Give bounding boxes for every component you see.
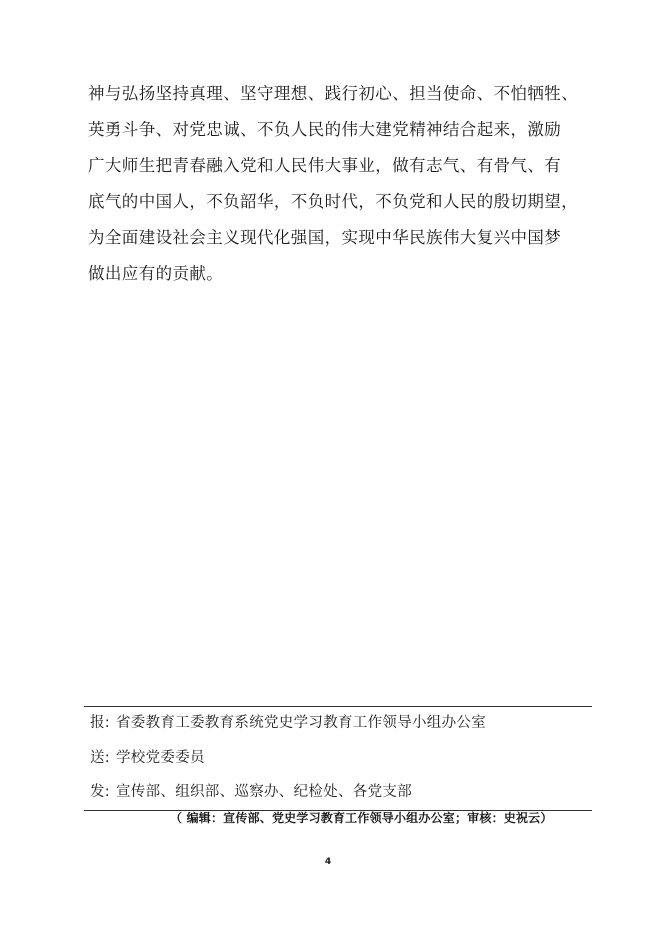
body-line-4: 底气的中国人，不负韶华，不负时代，不负党和人民的殷切期望， (88, 192, 579, 211)
body-line-1: 神与弘扬坚持真理、坚守理想、践行初心、担当使命、不怕牺牲、 (88, 84, 579, 103)
distribution-issue-value: 宣传部、组织部、巡察办、纪检处、各党支部 (116, 784, 412, 800)
body-line-5: 为全面建设社会主义现代化强国，实现中华民族伟大复兴中国梦 (88, 228, 562, 247)
distribution-issue-label: 发: (90, 784, 110, 800)
distribution-report-value: 省委教育工委教育系统党史学习教育工作领导小组办公室 (116, 715, 486, 731)
distribution-send-row (90, 748, 590, 768)
distribution-send-label: 送: (90, 750, 110, 766)
editor-note: （ 编辑：宣传部、党史学习教育工作领导小组办公室；审核：史祝云） (170, 811, 553, 825)
body-line-3: 广大师生把青春融入党和人民伟大事业，做有志气、有骨气、有 (88, 156, 562, 175)
body-line-2: 英勇斗争、对党忠诚、不负人民的伟大建党精神结合起来，激励 (88, 120, 562, 139)
distribution-top-rule (84, 706, 592, 707)
distribution-issue-row (90, 782, 590, 802)
distribution-report-row (90, 713, 590, 733)
distribution-report-label: 报: (90, 715, 110, 731)
distribution-send-value: 学校党委委员 (116, 750, 205, 766)
body-paragraph (88, 76, 588, 292)
body-line-6: 做出应有的贡献。 (88, 264, 224, 283)
page-number: 4 (324, 857, 332, 867)
